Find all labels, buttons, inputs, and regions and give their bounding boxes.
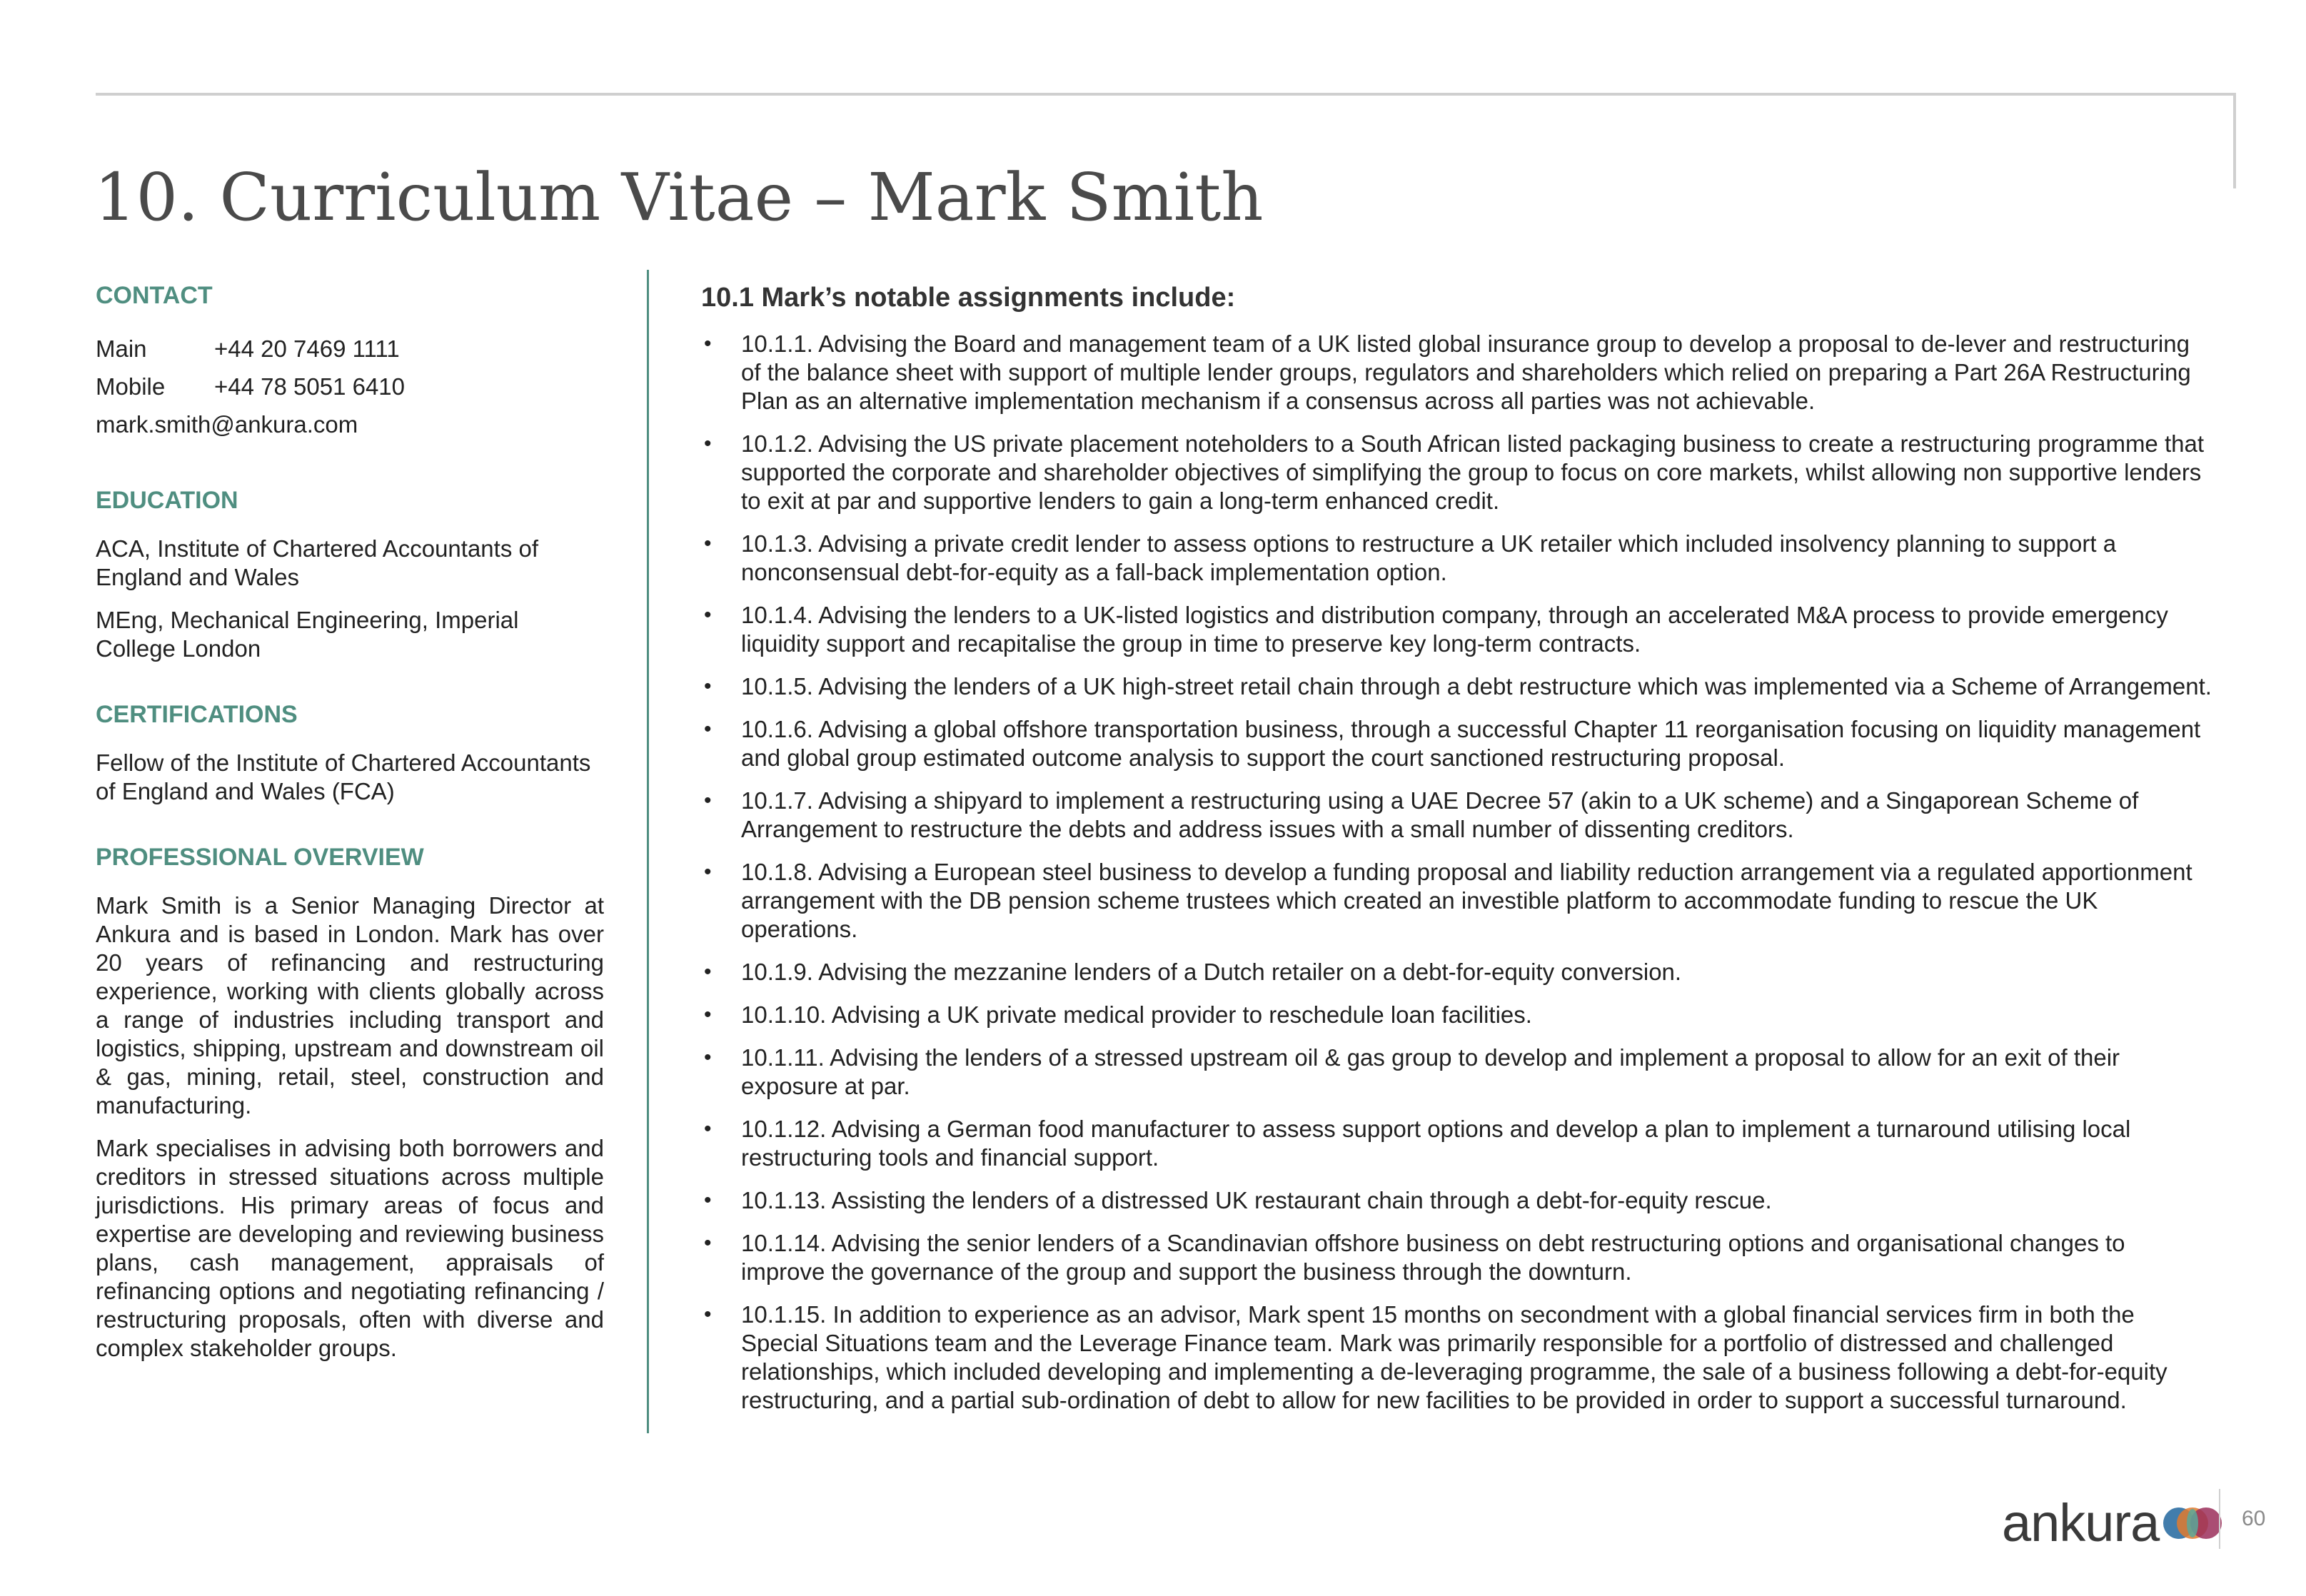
left-column — [96, 280, 604, 1377]
bullet-icon: • — [704, 532, 712, 555]
certifications-heading: CERTIFICATIONS — [96, 701, 298, 728]
bullet-icon: • — [704, 332, 712, 355]
contact-email-value: mark.smith@ankura.com — [96, 411, 358, 438]
overview-body — [96, 892, 604, 1363]
education-item: MEng, Mechanical Engineering, Imperial College London — [96, 607, 519, 662]
page-number: 60 — [2242, 1507, 2266, 1530]
overview-heading: PROFESSIONAL OVERVIEW — [96, 844, 424, 871]
assignment-item — [701, 330, 2215, 415]
assignment-text: 10.1.7. Advising a shipyard to implement a restructuring using a UAE Decree 57 (akin to a UK scheme) and a Singaporean Scheme of Arrangement to restructure the debts and address issues with a small number of dissenting creditors. — [741, 787, 2139, 842]
top-rule — [96, 93, 2236, 96]
bullet-icon: • — [704, 675, 712, 698]
footer-divider — [2219, 1489, 2220, 1549]
assignment-text: 10.1.2. Advising the US private placement noteholders to a South African listed packaging business to create a restructuring programme that supported the corporate and shareholder objectives of simplifying the group to focus on core markets, whilst allowing non supportive lenders to exit at par and supportive lenders to gain a long-term enhanced credit. — [741, 430, 2204, 514]
bullet-icon: • — [704, 1003, 712, 1026]
assignment-item — [701, 530, 2215, 587]
assignment-item — [701, 958, 2215, 986]
contact-mobile-value: +44 78 5051 6410 — [214, 373, 406, 400]
top-rule-end — [2233, 93, 2236, 188]
assignment-item — [701, 787, 2215, 844]
assignment-text: 10.1.1. Advising the Board and management team of a UK listed global insurance group to develop a proposal to de-lever and restructuring of the balance sheet with support of multiple lender groups, regulators and shareholders which relied on preparing a Part 26A Restructuring Plan as an alternative implementation mechanism if a consensus across all parties was not achievable. — [741, 330, 2191, 414]
certification-item: Fellow of the Institute of Chartered Accountants of England and Wales (FCA) — [96, 749, 591, 804]
bullet-icon: • — [704, 860, 712, 884]
contact-mobile-label: Mobile — [96, 373, 166, 400]
overview-paragraph: Mark Smith is a Senior Managing Director at Ankura and is based in London. Mark has over 20 years of refinancing and restructuring experience, working with clients globally across a range of industries including transport and logistics, shipping, upstream and downstream oil & gas, mining, retail, steel, construction and manufacturing. — [96, 892, 604, 1118]
assignment-text: 10.1.3. Advising a private credit lender to assess options to restructure a UK retailer which included insolvency planning to support a nonconsensual debt-for-equity as a fall-back implementation option. — [741, 530, 2117, 585]
overview-paragraph: Mark specialises in advising both borrowers and creditors in stressed situations across multiple jurisdictions. His primary areas of focus and expertise are developing and reviewing business plans, cash management, appraisals of refinancing options and negotiating refinancing / restructuring proposals, often with diverse and complex stakeholder groups. — [96, 1135, 604, 1361]
assignment-item — [701, 715, 2215, 772]
column-divider — [647, 270, 649, 1433]
bullet-icon: • — [704, 789, 712, 812]
assignment-text: 10.1.11. Advising the lenders of a stressed upstream oil & gas group to develop and implement a proposal to allow for an exit of their exposure at par. — [741, 1044, 2120, 1099]
assignment-item — [701, 1229, 2215, 1286]
overview-section — [96, 842, 604, 1363]
contact-main-value: +44 20 7469 1111 — [214, 335, 400, 362]
bullet-icon: • — [704, 1188, 712, 1212]
education-item: ACA, Institute of Chartered Accountants of England and Wales — [96, 535, 539, 590]
contact-heading: CONTACT — [96, 282, 213, 309]
education-section — [96, 485, 604, 663]
bullet-icon: • — [704, 1046, 712, 1069]
assignment-text: 10.1.8. Advising a European steel business to develop a funding proposal and liability reduction arrangement via a regulated apportionment arrangement with the DB pension scheme trustees which created an investible platform to accommodate funding to rescue the UK operations. — [741, 859, 2192, 942]
education-heading: EDUCATION — [96, 487, 238, 514]
certifications-section — [96, 699, 604, 806]
assignment-item — [701, 1044, 2215, 1101]
contact-main — [96, 330, 604, 368]
page-title: 10. Curriculum Vitae – Mark Smith — [94, 159, 1264, 236]
bullet-icon: • — [704, 1231, 712, 1255]
assignment-text: 10.1.14. Advising the senior lenders of a Scandinavian offshore business on debt restructuring options and organisational changes to improve the governance of the group and support the business through the downturn. — [741, 1230, 2125, 1285]
assignment-item — [701, 672, 2215, 701]
contact-email — [96, 405, 604, 443]
assignments-list — [701, 330, 2215, 1415]
assignment-item — [701, 1300, 2215, 1415]
bullet-icon: • — [704, 603, 712, 627]
logo-wordmark: ankura — [2002, 1493, 2160, 1552]
assignment-text: 10.1.12. Advising a German food manufacturer to assess support options and develop a plan to implement a turnaround utilising local restructuring tools and financial support. — [741, 1116, 2131, 1171]
contact-mobile — [96, 368, 604, 405]
bullet-icon: • — [704, 717, 712, 741]
contact-section — [96, 280, 604, 443]
assignment-text: 10.1.9. Advising the mezzanine lenders of a Dutch retailer on a debt-for-equity conversion. — [741, 959, 1682, 985]
ankura-logo — [2002, 1495, 2223, 1552]
bullet-icon: • — [704, 1303, 712, 1326]
assignment-text: 10.1.13. Assisting the lenders of a distressed UK restaurant chain through a debt-for-equity rescue. — [741, 1187, 1772, 1213]
assignment-text: 10.1.4. Advising the lenders to a UK-listed logistics and distribution company, through an accelerated M&A process to provide emergency liquidity support and recapitalise the group in time to preserve key long-term contracts. — [741, 602, 2168, 657]
ankura-rings-icon — [2162, 1501, 2223, 1545]
assignments-heading: 10.1 Mark’s notable assignments include: — [701, 283, 1236, 313]
logo-ring-teal — [2187, 1509, 2198, 1537]
assignment-item — [701, 601, 2215, 658]
bullet-icon: • — [704, 1117, 712, 1141]
certifications-list — [96, 749, 604, 806]
contact-list — [96, 330, 604, 443]
bullet-icon: • — [704, 960, 712, 984]
bullet-icon: • — [704, 432, 712, 455]
right-column — [701, 280, 2215, 1429]
assignment-item — [701, 430, 2215, 515]
assignment-item — [701, 858, 2215, 944]
education-list — [96, 535, 604, 663]
assignment-item — [701, 1115, 2215, 1172]
assignment-text: 10.1.5. Advising the lenders of a UK high-street retail chain through a debt restructure which was implemented via a Scheme of Arrangement. — [741, 673, 2212, 699]
contact-main-label: Main — [96, 335, 147, 362]
assignment-item — [701, 1186, 2215, 1215]
assignment-text: 10.1.6. Advising a global offshore transportation business, through a successful Chapter 11 reorganisation focusing on liquidity management and global group estimated outcome analysis to support the court sanctioned restructuring proposal. — [741, 716, 2201, 771]
assignment-item — [701, 1001, 2215, 1029]
assignment-text: 10.1.15. In addition to experience as an advisor, Mark spent 15 months on secondment with a global financial services firm in both the Special Situations team and the Leverage Finance team. Mark was primarily responsible for a portfolio of distressed and challenged relationships, which included developing and implementing a de-leveraging programme, the sale of a business following a debt-for-equity restructuring, and a partial sub-ordination of debt to allow for new facilities to be provided in order to support a successful turnaround. — [741, 1301, 2167, 1413]
assignment-text: 10.1.10. Advising a UK private medical provider to reschedule loan facilities. — [741, 1001, 1532, 1028]
